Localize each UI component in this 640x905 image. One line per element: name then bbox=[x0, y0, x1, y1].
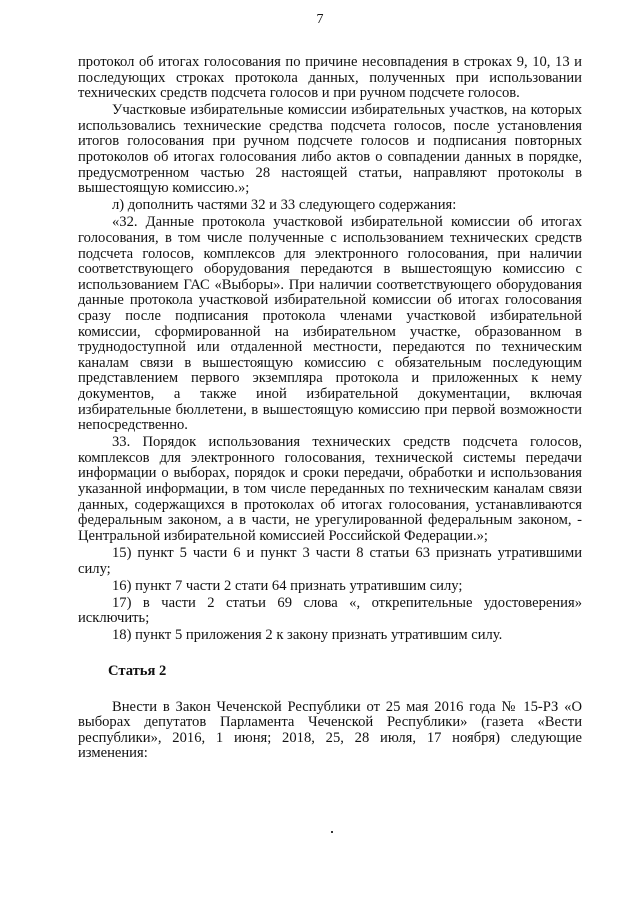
paragraph-item-16: 16) пункт 7 части 2 стати 64 признать утратившим силу; bbox=[112, 577, 463, 594]
paragraph-part-33: 33. Порядок использования технических средств подсчета голосов, комплексов для электронного голосования, технической системы передачи информации о выборах, порядок и сроки передачи, обработки и использования указанной информации, в том числе переданных по техническим каналам связи данных, содержащихся в протоколах об итогах голосования, устанавливаются федеральным законом, а в части, не урегулированной федеральным законом, - Центральной избирательной комиссией Российской Федерации.»; bbox=[78, 434, 582, 544]
stray-mark bbox=[331, 831, 333, 833]
paragraph-article-2: Внести в Закон Чеченской Республики от 25 мая 2016 года № 15-РЗ «О выборах депутатов Парламента Чеченской Республики» (газета «Вести республики», 2016, 1 июня; 2018, 25, 28 июля, 17 ноября) следующие изменения: bbox=[78, 698, 582, 762]
paragraph-part-32: «32. Данные протокола участковой избирательной комиссии об итогах голосования, в том числе полученные с использованием технических средств подсчета голосов, комплексов для электронного голосования, при наличии соответствующего оборудования передаются в вышестоящую комиссию с использованием ГАС «Выборы». При наличии соответствующего оборудования данные протокола участковой избирательной комиссии об итогах голосования сразу после подписания протокола членами участковой избирательной комиссии, сформированной на избирательном участке, образованном в труднодоступной или отдаленной местности, передаются по техническим каналам связи в вышестоящую комиссию с обязательным последующим представлением первого экземпляра протокола и приложенных к нему документов, а также иной избирательной документации, включая избирательные бюллетени, в вышестоящую комиссию при первой возможности непосредственно. bbox=[78, 214, 582, 434]
page-number: 7 bbox=[316, 12, 324, 27]
paragraph-commissions: Участковые избирательные комиссии избирательных участков, на которых использовались технические средства подсчета голосов, после установления итогов голосования при ручном подсчете голосов и подписания повторных протоколов об итогах голосования либо актов о совпадении данных в порядке, предусмотренном частью 28 настоящей статьи, направляют протоколы в вышестоящую комиссию.»; bbox=[78, 102, 582, 197]
article-heading: Статья 2 bbox=[108, 662, 167, 679]
paragraph-item-15: 15) пункт 5 части 6 и пункт 3 части 8 статьи 63 признать утратившими силу; bbox=[78, 544, 582, 577]
paragraph-amendment-l: л) дополнить частями 32 и 33 следующего содержания: bbox=[112, 197, 457, 214]
document-body bbox=[78, 55, 582, 763]
paragraph-continuation: протокол об итогах голосования по причине несовпадения в строках 9, 10, 13 и последующих строках протокола данных, полученных при использовании технических средств подсчета голосов и при ручном подсчете голосов. bbox=[78, 54, 582, 102]
paragraph-item-18: 18) пункт 5 приложения 2 к закону признать утратившим силу. bbox=[112, 627, 503, 644]
paragraph-item-17: 17) в части 2 статьи 69 слова «, открепительные удостоверения» исключить; bbox=[78, 594, 582, 627]
